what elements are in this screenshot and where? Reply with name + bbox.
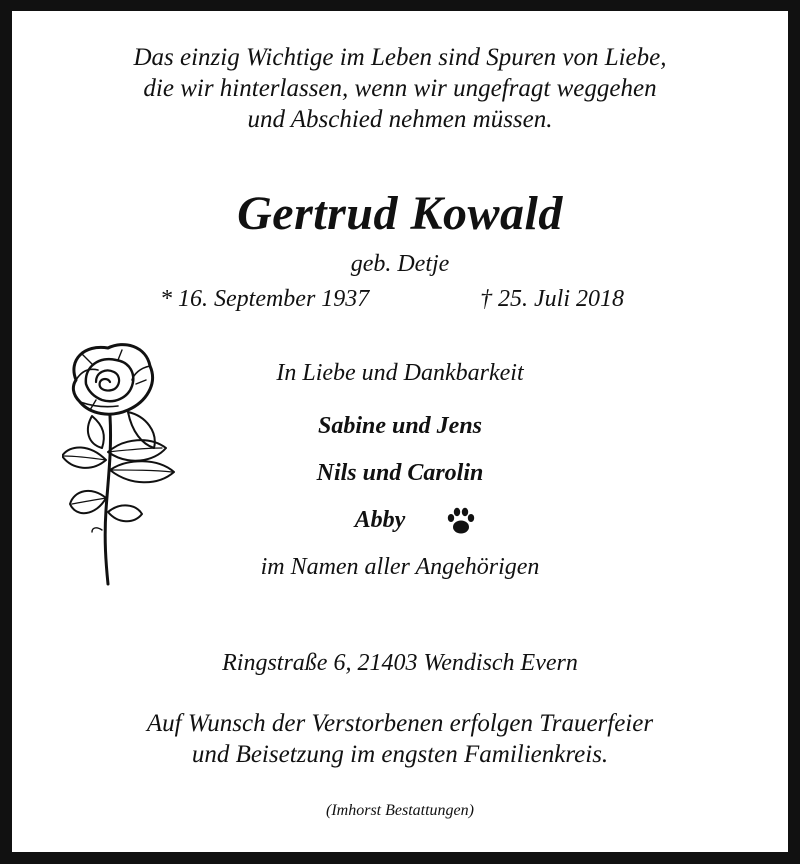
mourner-abby: Abby xyxy=(354,507,406,533)
undertaker: (Imhorst Bestattungen) xyxy=(326,802,474,819)
notice-line-1: Auf Wunsch der Verstorbenen erfolgen Trauerfeier xyxy=(146,710,654,737)
poem-line-3: und Abschied nehmen müssen. xyxy=(247,106,553,133)
deceased-name: Gertrud Kowald xyxy=(237,187,563,240)
mourner-sabine-jens: Sabine und Jens xyxy=(317,413,483,439)
poem-line-1: Das einzig Wichtige im Leben sind Spuren von Liebe, xyxy=(133,44,667,71)
birth-name: geb. Detje xyxy=(350,251,450,277)
notice-line-2: und Beisetzung im engsten Familienkreis. xyxy=(191,741,609,768)
mourner-abby-row xyxy=(0,507,800,534)
birth-date: * 16. September 1937 xyxy=(160,286,370,312)
poem-line-2: die wir hinterlassen, wenn wir ungefragt weggehen xyxy=(143,75,657,102)
on-behalf-line: im Namen aller Angehörigen xyxy=(260,554,540,580)
mourner-nils-carolin: Nils und Carolin xyxy=(316,460,484,486)
death-date: † 25. Juli 2018 xyxy=(480,286,624,312)
address: Ringstraße 6, 21403 Wendisch Evern xyxy=(222,650,578,676)
dedication: In Liebe und Dankbarkeit xyxy=(276,360,524,386)
paw-print-icon xyxy=(446,506,476,536)
